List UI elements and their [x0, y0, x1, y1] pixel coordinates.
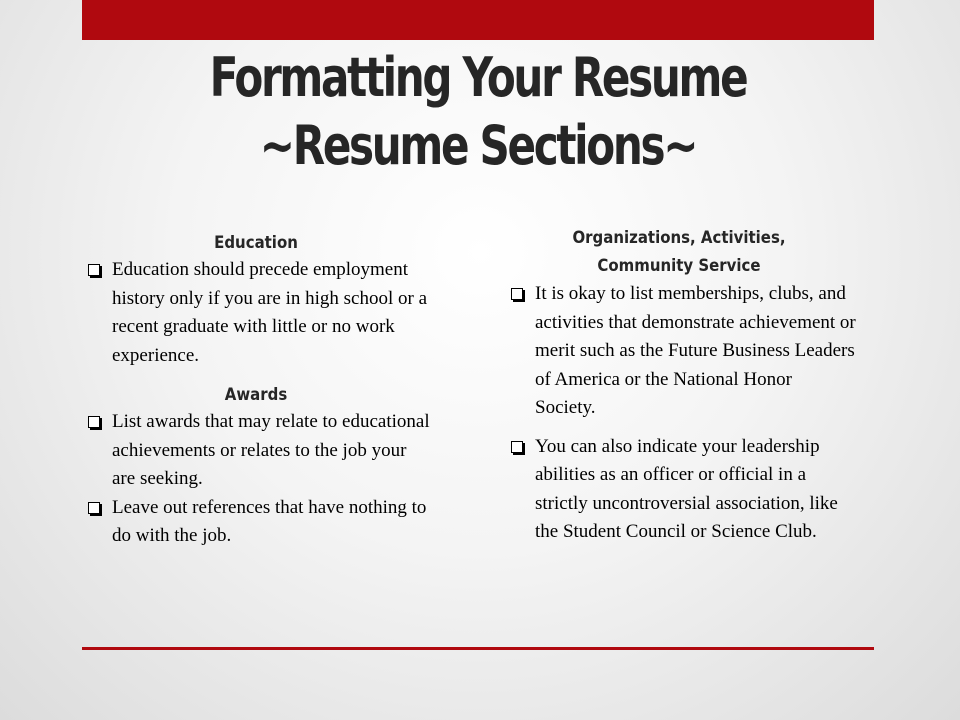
education-list: [84, 256, 434, 370]
organizations-list: [507, 280, 857, 547]
top-accent-bar: [82, 0, 874, 40]
organizations-heading-line-2: Community Service: [597, 256, 761, 276]
bullet-text: It is okay to list memberships, clubs, and activities that demonstrate achievement or merit such as the Future Business Leaders of America or the National Honor Society.: [535, 283, 856, 418]
list-spacer: [507, 423, 857, 433]
awards-heading: Awards: [224, 385, 288, 405]
bullet-text: List awards that may relate to educational achievements or relates to the job your are seeking.: [112, 411, 430, 489]
bullet-text: Education should precede employment history only if you are in high school or a recent graduate with little or no work experience.: [112, 259, 428, 366]
right-column: [507, 224, 857, 547]
bullet-text: Leave out references that have nothing to do with the job.: [112, 496, 427, 546]
list-item: [84, 494, 434, 551]
checkbox-bullet-icon: [511, 441, 523, 453]
checkbox-bullet-icon: [88, 502, 100, 514]
slide-title-line-2: ~Resume Sections~: [259, 114, 697, 177]
education-heading: Education: [214, 233, 298, 253]
checkbox-bullet-icon: [88, 416, 100, 428]
list-item: [507, 433, 857, 547]
bottom-accent-line: [82, 647, 874, 650]
list-item: [84, 408, 434, 494]
organizations-heading-line-1: Organizations, Activities,: [572, 228, 786, 248]
list-item: [84, 256, 434, 370]
checkbox-bullet-icon: [511, 288, 523, 300]
slide-title-line-1: Formatting Your Resume: [209, 46, 747, 109]
list-item: [507, 280, 857, 423]
checkbox-bullet-icon: [88, 264, 100, 276]
slide-title: [169, 44, 787, 180]
left-column: [84, 230, 434, 551]
bullet-text: You can also indicate your leadership abilities as an officer or official in a strictly uncontroversial association, like the Student Council or Science Club.: [535, 435, 838, 542]
awards-list: [84, 408, 434, 551]
